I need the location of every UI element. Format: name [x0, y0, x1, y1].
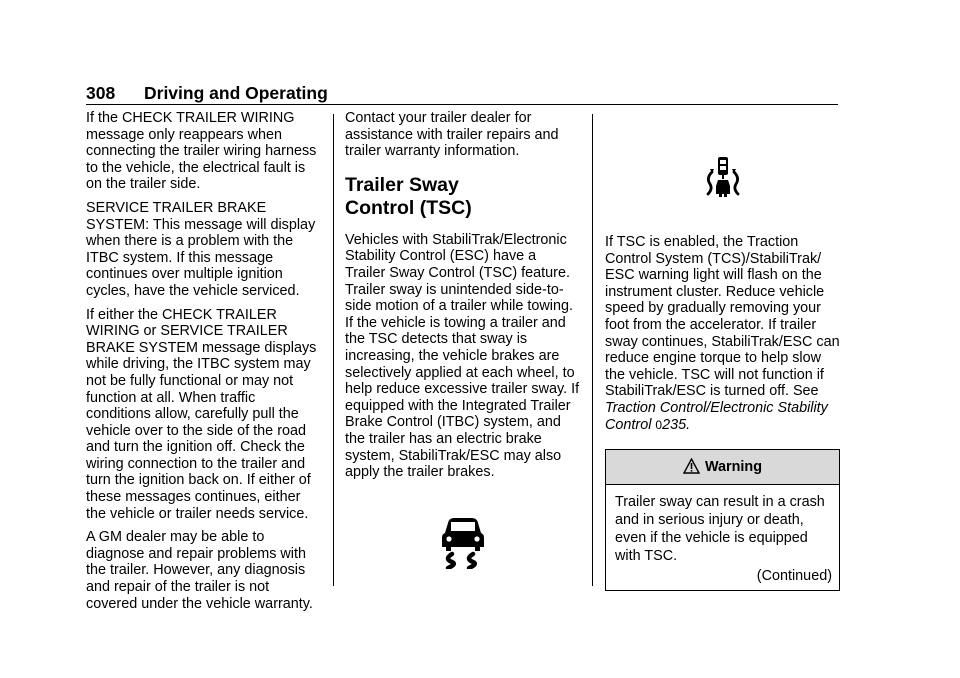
column-right	[605, 110, 840, 591]
cross-reference-link[interactable]: Traction Control/Electronic Stability Control	[605, 399, 828, 433]
warning-text: Trailer sway can result in a crash and in serious injury or death, even if the vehicle is equipped with TSC.	[615, 494, 825, 565]
trailer-sway-icon	[704, 156, 742, 198]
warning-triangle-icon	[683, 458, 700, 474]
paragraph: If TSC is enabled, the Traction Control System (TCS)/StabiliTrak/ ESC warning light will flash on the instrument cluster. Reduce vehicle speed by gradually removing your foot from the accelerator. If trailer sway continues, StabiliTrak/ESC can reduce engine torque to help slow the vehicle. TSC will not function if StabiliTrak/ESC is turned off. See Traction Control/Electronic Stability Control 0235.	[605, 234, 840, 433]
warning-body	[606, 485, 839, 590]
column-divider	[333, 114, 334, 586]
warning-box	[605, 449, 840, 591]
page-ref-number: 235.	[662, 416, 691, 433]
continued-label: (Continued)	[756, 568, 832, 585]
warning-header	[606, 450, 839, 485]
section-title: Driving and Operating	[144, 83, 328, 103]
paragraph: Vehicles with StabiliTrak/Electronic Stability Control (ESC) have a Trailer Sway Control (TSC) feature. Trailer sway is unintended side-to-side motion of a trailer while towing. If the vehicle is towing a trailer and the TSC detects that sway is increasing, the vehicle brakes are selectively applied at each wheel, to help reduce excessive trailer sway. If equipped with the Integrated Trailer Brake Control (ITBC) system, and the trailer has an electric brake system, StabiliTrak/ESC may also apply the trailer brakes.	[345, 231, 580, 481]
paragraph: A GM dealer may be able to diagnose and repair problems with the trailer. However, any diagnosis and repair of the trailer is not covered under the vehicle warranty.	[86, 529, 313, 612]
paragraph: Contact your trailer dealer for assistance with trailer repairs and trailer warranty information.	[345, 110, 559, 160]
section-heading	[345, 174, 580, 220]
column-left	[86, 110, 321, 619]
paragraph: SERVICE TRAILER BRAKE SYSTEM: This message will display when there is a problem with the ITBC system. If this message continues over multiple ignition cycles, have the vehicle serviced.	[86, 199, 316, 299]
warning-title: Warning	[704, 459, 763, 476]
page-ref-icon: 0	[655, 417, 663, 432]
stabilitrak-esc-icon	[440, 517, 486, 569]
paragraph: If either the CHECK TRAILER WIRING or SERVICE TRAILER BRAKE SYSTEM message displays while driving, the ITBC system may not be fully functional or may not function at all. When traffic conditions allow, carefully pull the vehicle over to the side of the road and turn the ignition off. Check the wiring connection to the trailer and turn the ignition back on. If either of these messages continues, either the vehicle or trailer needs service.	[86, 306, 317, 522]
heading-line: Trailer Sway	[345, 173, 459, 196]
column-divider	[592, 114, 593, 586]
heading-line: Control (TSC)	[345, 196, 472, 219]
paragraph: If the CHECK TRAILER WIRING message only reappears when connecting the trailer wiring harness to the vehicle, the electrical fault is on the trailer side.	[86, 110, 317, 193]
page-header	[86, 82, 838, 105]
column-middle	[345, 110, 580, 605]
page-number: 308	[86, 83, 116, 103]
